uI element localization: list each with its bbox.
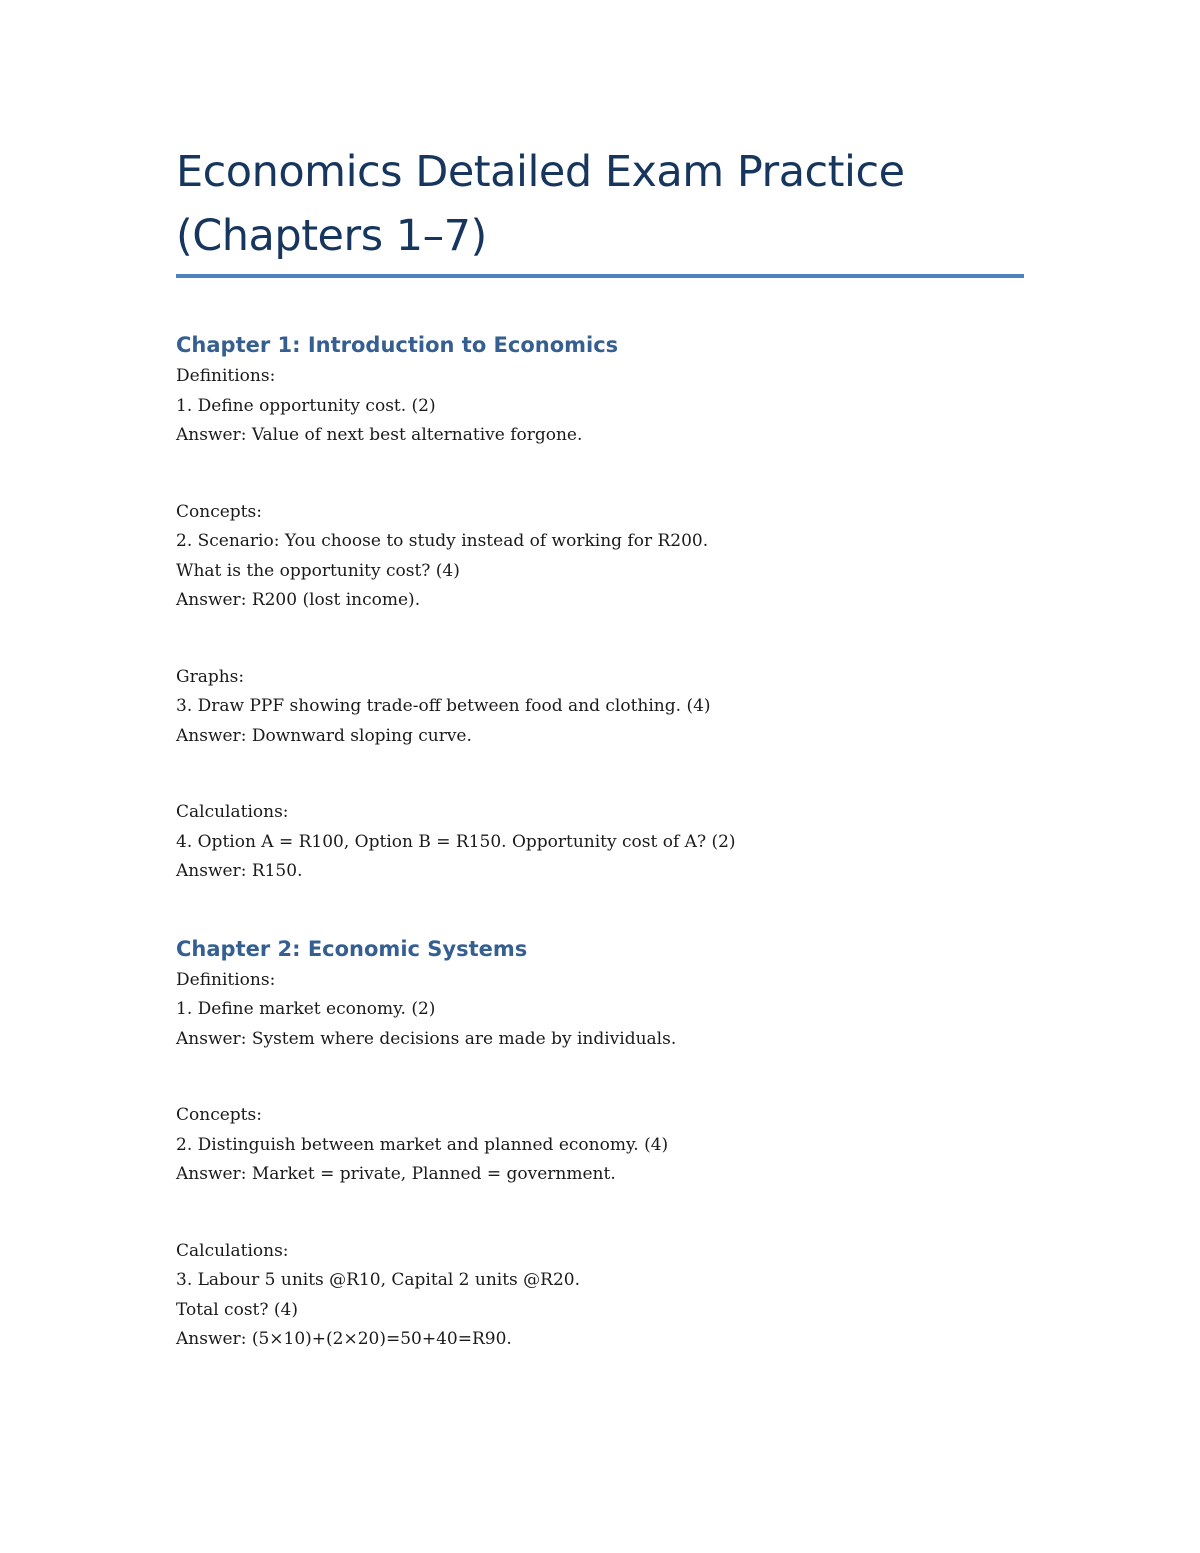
question-line: 3. Draw PPF showing trade-off between food and clothing. (4): [176, 696, 711, 716]
section-label: Definitions:: [176, 366, 276, 386]
document-title: [176, 140, 1024, 268]
section-label: Concepts:: [176, 501, 262, 522]
question-block: [176, 1237, 1024, 1355]
paragraph-spacer: [176, 1054, 1024, 1101]
question-block: [176, 362, 1024, 451]
section-label: Calculations:: [176, 802, 289, 822]
answer-line: Answer: System where decisions are made by individuals.: [176, 1028, 677, 1049]
answer-line: Answer: R150.: [176, 861, 303, 881]
chapters-container: [176, 330, 1024, 1355]
chapter-section: [176, 330, 1024, 887]
question-block: [176, 966, 1024, 1055]
chapter-heading: Chapter 1: Introduction to Economics: [176, 333, 619, 357]
answer-line: Answer: Downward sloping curve.: [176, 725, 472, 746]
section-label: Graphs:: [176, 666, 245, 687]
question-line: 1. Define opportunity cost. (2): [176, 395, 436, 416]
paragraph-spacer: [176, 751, 1024, 798]
question-line: 2. Distinguish between market and planned economy. (4): [176, 1134, 669, 1155]
title-underline: [176, 274, 1024, 278]
paragraph-spacer: [176, 451, 1024, 498]
question-line: What is the opportunity cost? (4): [176, 560, 460, 581]
document-page: [176, 140, 1024, 1355]
section-label: Definitions:: [176, 969, 276, 990]
question-block: [176, 798, 1024, 887]
question-line: 2. Scenario: You choose to study instead of working for R200.: [176, 531, 709, 551]
section-label: Calculations:: [176, 1240, 289, 1261]
question-line: 3. Labour 5 units @R10, Capital 2 units @R20.: [176, 1270, 581, 1290]
title-line-2: (Chapters 1–7): [176, 211, 487, 261]
question-block: [176, 1101, 1024, 1190]
question-block: [176, 498, 1024, 616]
answer-line: Answer: (5×10)+(2×20)=50+40=R90.: [176, 1329, 512, 1349]
question-line: 4. Option A = R100, Option B = R150. Opportunity cost of A? (2): [176, 831, 736, 852]
answer-line: Answer: Value of next best alternative forgone.: [176, 425, 583, 445]
section-label: Concepts:: [176, 1105, 262, 1125]
question-block: [176, 663, 1024, 752]
title-line-1: Economics Detailed Exam Practice: [176, 147, 905, 197]
paragraph-spacer: [176, 616, 1024, 663]
question-line: 1. Define market economy. (2): [176, 999, 436, 1019]
paragraph-spacer: [176, 1190, 1024, 1237]
question-line: Total cost? (4): [176, 1299, 298, 1320]
chapter-section: [176, 934, 1024, 1355]
answer-line: Answer: R200 (lost income).: [176, 590, 421, 610]
answer-line: Answer: Market = private, Planned = government.: [176, 1164, 616, 1184]
chapter-heading: Chapter 2: Economic Systems: [176, 936, 528, 961]
